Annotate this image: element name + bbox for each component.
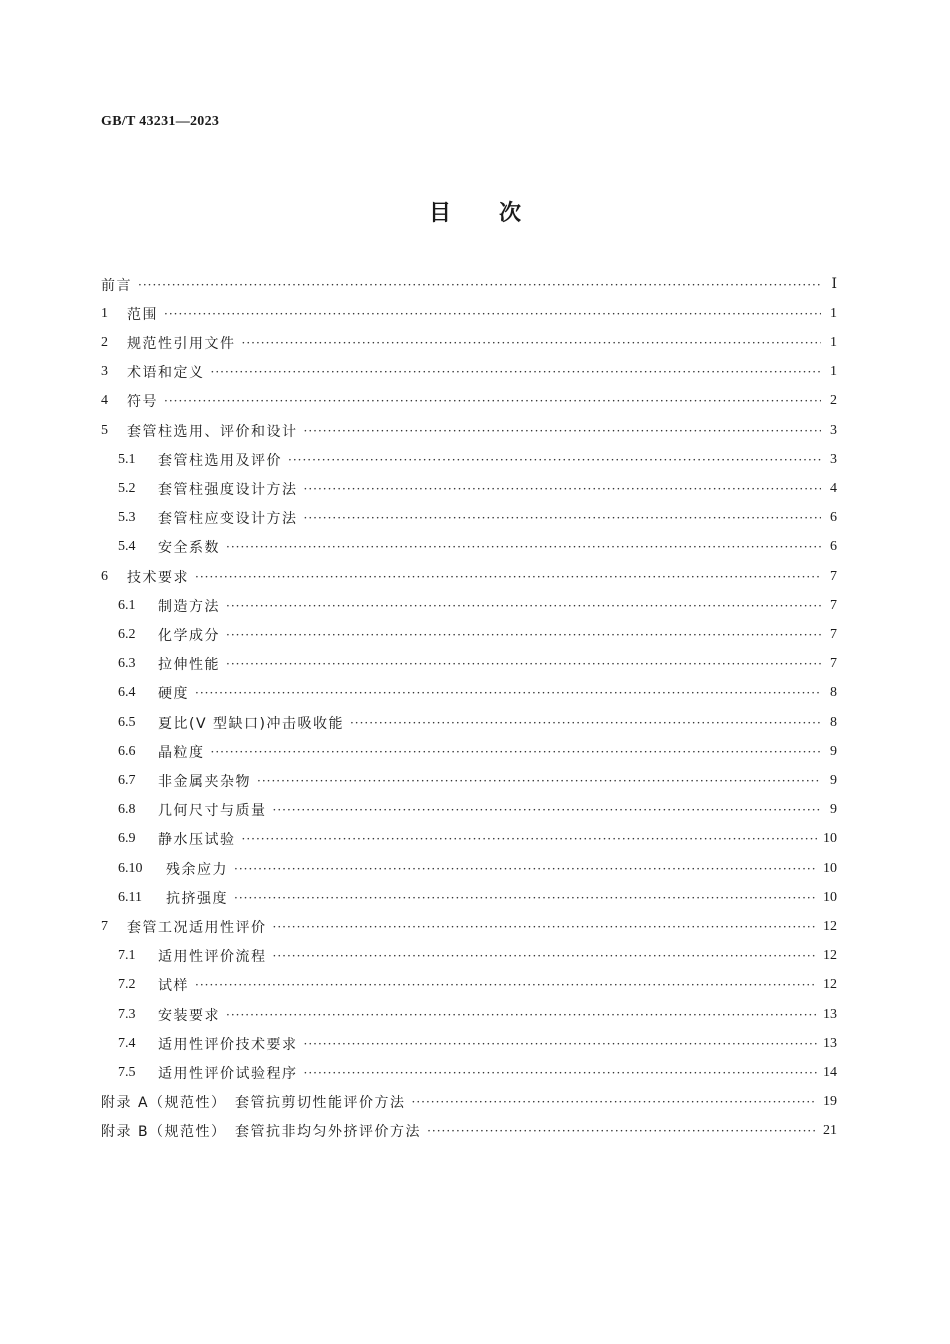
toc-leader-dots bbox=[242, 336, 822, 350]
toc-entry-label: 附录 B（规范性） 套管抗非均匀外挤评价方法 bbox=[101, 1124, 422, 1141]
toc-leader-dots bbox=[234, 891, 817, 905]
toc-entry-label: 残余应力 bbox=[166, 861, 228, 878]
toc-entry-number: 3 bbox=[101, 364, 108, 380]
toc-entry[interactable] bbox=[118, 708, 837, 737]
toc-entry[interactable] bbox=[118, 650, 837, 679]
toc-leader-dots bbox=[226, 628, 821, 642]
toc-leader-dots bbox=[304, 511, 822, 525]
toc-entry[interactable] bbox=[118, 591, 837, 620]
toc-entry-number: 1 bbox=[101, 305, 108, 321]
toc-entry[interactable] bbox=[118, 620, 837, 649]
toc-entry-label: 非金属夹杂物 bbox=[158, 773, 251, 790]
toc-entry-number: 7.1 bbox=[118, 948, 136, 964]
toc-entry-page: 14 bbox=[823, 1064, 837, 1080]
toc-entry-label: 硬度 bbox=[158, 686, 189, 703]
toc-entry-page: 6 bbox=[830, 510, 837, 526]
toc-entry[interactable] bbox=[101, 299, 837, 328]
page-title: 目次 bbox=[428, 201, 569, 226]
toc-entry-number: 6.10 bbox=[118, 860, 143, 876]
toc-leader-dots bbox=[226, 540, 821, 554]
toc-entry[interactable] bbox=[101, 270, 837, 299]
toc-entry[interactable] bbox=[101, 1117, 837, 1146]
toc-leader-dots bbox=[273, 803, 822, 817]
toc-entry-page: 2 bbox=[830, 393, 837, 409]
toc-entry-number: 7.3 bbox=[118, 1006, 136, 1022]
toc-entry[interactable] bbox=[118, 1058, 837, 1087]
toc-entry-number: 7.2 bbox=[118, 977, 136, 993]
toc-leader-dots bbox=[427, 1124, 817, 1138]
toc-entry-number: 7 bbox=[101, 918, 108, 934]
toc-entry-number: 6.4 bbox=[118, 685, 136, 701]
toc-leader-dots bbox=[195, 978, 817, 992]
toc-entry-label: 适用性评价流程 bbox=[158, 949, 267, 966]
toc-entry-label: 夏比(V 型缺口)冲击吸收能 bbox=[158, 715, 344, 732]
toc-entry[interactable] bbox=[101, 562, 837, 591]
toc-entry-page: 13 bbox=[823, 1006, 837, 1022]
toc-leader-dots bbox=[234, 862, 817, 876]
toc-entry-label: 安全系数 bbox=[158, 540, 220, 557]
toc-entry-page: 21 bbox=[823, 1123, 837, 1139]
toc-entry-number: 6.6 bbox=[118, 743, 136, 759]
toc-leader-dots bbox=[304, 1066, 818, 1080]
toc-entry-label: 技术要求 bbox=[127, 569, 189, 586]
toc-leader-dots bbox=[226, 657, 821, 671]
toc-entry-page: 9 bbox=[830, 743, 837, 759]
toc-leader-dots bbox=[242, 832, 818, 846]
toc-entry-page: 3 bbox=[830, 422, 837, 438]
toc-entry-number: 6.2 bbox=[118, 626, 136, 642]
toc-entry-page: 9 bbox=[830, 802, 837, 818]
toc-entry-label: 套管柱选用、评价和设计 bbox=[127, 423, 298, 440]
toc-entry-number: 6.7 bbox=[118, 772, 136, 788]
toc-entry-label: 套管柱强度设计方法 bbox=[158, 481, 298, 498]
toc-entry-page: 10 bbox=[823, 831, 837, 847]
toc-entry-label: 附录 A（规范性） 套管抗剪切性能评价方法 bbox=[101, 1095, 406, 1112]
toc-entry-label: 前言 bbox=[101, 277, 132, 294]
toc-entry-label: 套管柱应变设计方法 bbox=[158, 511, 298, 528]
toc-entry-label: 几何尺寸与质量 bbox=[158, 803, 267, 820]
toc-entry[interactable] bbox=[118, 883, 837, 912]
toc-entry-number: 6.9 bbox=[118, 831, 136, 847]
toc-leader-dots bbox=[211, 365, 822, 379]
toc-entry-page: 13 bbox=[823, 1035, 837, 1051]
toc-leader-dots bbox=[273, 949, 818, 963]
toc-leader-dots bbox=[304, 424, 822, 438]
toc-leader-dots bbox=[211, 745, 822, 759]
toc-entry-label: 套管工况适用性评价 bbox=[127, 919, 267, 936]
toc-entry-page: 9 bbox=[830, 772, 837, 788]
toc-entry-page: 7 bbox=[830, 597, 837, 613]
toc-entry[interactable] bbox=[101, 328, 837, 357]
toc-entry-number: 4 bbox=[101, 393, 108, 409]
toc-entry-page: 7 bbox=[830, 656, 837, 672]
toc-leader-dots bbox=[288, 453, 821, 467]
toc-entry-number: 6 bbox=[101, 568, 108, 584]
toc-leader-dots bbox=[195, 686, 821, 700]
toc-leader-dots bbox=[164, 394, 821, 408]
standard-number: GB/T 43231—2023 bbox=[101, 114, 220, 129]
toc-leader-dots bbox=[164, 307, 821, 321]
toc-entry[interactable] bbox=[118, 766, 837, 795]
toc-entry-label: 规范性引用文件 bbox=[127, 335, 236, 352]
toc-entry-label: 晶粒度 bbox=[158, 744, 205, 761]
toc-entry-number: 5 bbox=[101, 422, 108, 438]
toc-entry-number: 6.1 bbox=[118, 597, 136, 613]
toc-entry-number: 6.3 bbox=[118, 656, 136, 672]
toc-entry[interactable] bbox=[118, 971, 837, 1000]
toc-leader-dots bbox=[304, 1037, 818, 1051]
toc-entry-label: 适用性评价试验程序 bbox=[158, 1065, 298, 1082]
toc-entry[interactable] bbox=[101, 387, 837, 416]
toc-entry-page: 1 bbox=[830, 305, 837, 321]
toc-entry-label: 适用性评价技术要求 bbox=[158, 1036, 298, 1053]
toc-entry[interactable] bbox=[118, 796, 837, 825]
toc-entry[interactable] bbox=[118, 504, 837, 533]
toc-entry-page: 10 bbox=[823, 889, 837, 905]
toc-entry-label: 化学成分 bbox=[158, 627, 220, 644]
toc-entry-number: 5.4 bbox=[118, 539, 136, 555]
toc-entry-label: 术语和定义 bbox=[127, 365, 205, 382]
toc-entry-page: Ⅰ bbox=[831, 277, 837, 292]
toc-entry-number: 5.2 bbox=[118, 480, 136, 496]
toc-entry[interactable] bbox=[118, 737, 837, 766]
toc-entry-label: 静水压试验 bbox=[158, 832, 236, 849]
toc-entry[interactable] bbox=[101, 416, 837, 445]
toc-entry-label: 抗挤强度 bbox=[166, 890, 228, 907]
toc-leader-dots bbox=[195, 570, 821, 584]
toc-entry-page: 1 bbox=[830, 334, 837, 350]
toc-leader-dots bbox=[226, 1008, 817, 1022]
toc-entry-number: 7.5 bbox=[118, 1064, 136, 1080]
toc-entry[interactable] bbox=[118, 679, 837, 708]
toc-entry-page: 6 bbox=[830, 539, 837, 555]
toc-entry-number: 6.11 bbox=[118, 889, 142, 905]
toc-entry-label: 安装要求 bbox=[158, 1007, 220, 1024]
toc-leader-dots bbox=[257, 774, 821, 788]
toc-entry-page: 10 bbox=[823, 860, 837, 876]
toc-entry-page: 12 bbox=[823, 948, 837, 964]
toc-entry-number: 6.5 bbox=[118, 714, 136, 730]
toc-entry-page: 19 bbox=[823, 1094, 837, 1110]
toc-entry[interactable] bbox=[118, 942, 837, 971]
toc-entry-page: 12 bbox=[823, 918, 837, 934]
toc-leader-dots bbox=[138, 278, 821, 292]
toc-leader-dots bbox=[226, 599, 821, 613]
toc-entry-number: 5.1 bbox=[118, 451, 136, 467]
toc-entry-page: 7 bbox=[830, 568, 837, 584]
toc-entry-number: 5.3 bbox=[118, 510, 136, 526]
toc-entry-page: 3 bbox=[830, 451, 837, 467]
toc-entry[interactable] bbox=[118, 854, 837, 883]
toc-entry[interactable] bbox=[118, 1000, 837, 1029]
toc-entry-page: 8 bbox=[830, 685, 837, 701]
toc-entry[interactable] bbox=[118, 445, 837, 474]
toc-leader-dots bbox=[412, 1095, 817, 1109]
toc-entry-number: 7.4 bbox=[118, 1035, 136, 1051]
toc-entry-number: 2 bbox=[101, 334, 108, 350]
toc-entry[interactable] bbox=[101, 358, 837, 387]
toc-leader-dots bbox=[273, 920, 818, 934]
toc-entry[interactable] bbox=[101, 1088, 837, 1117]
toc-entry-page: 12 bbox=[823, 977, 837, 993]
toc-entry-label: 范围 bbox=[127, 306, 158, 323]
toc-entry-label: 符号 bbox=[127, 394, 158, 411]
toc-leader-dots bbox=[350, 716, 821, 730]
toc-entry-label: 试样 bbox=[158, 978, 189, 995]
toc-entry[interactable] bbox=[118, 1029, 837, 1058]
toc-entry-label: 套管柱选用及评价 bbox=[158, 452, 282, 469]
toc-entry-label: 制造方法 bbox=[158, 598, 220, 615]
toc-entry-number: 6.8 bbox=[118, 802, 136, 818]
toc-entry[interactable] bbox=[101, 912, 837, 941]
toc-entry[interactable] bbox=[118, 825, 837, 854]
toc-entry-label: 拉伸性能 bbox=[158, 657, 220, 674]
toc-leader-dots bbox=[304, 482, 822, 496]
toc-entry[interactable] bbox=[118, 533, 837, 562]
toc-entry-page: 4 bbox=[830, 480, 837, 496]
toc-entry-page: 1 bbox=[830, 364, 837, 380]
toc-entry[interactable] bbox=[118, 474, 837, 503]
toc-entry-page: 8 bbox=[830, 714, 837, 730]
toc-entry-page: 7 bbox=[830, 626, 837, 642]
